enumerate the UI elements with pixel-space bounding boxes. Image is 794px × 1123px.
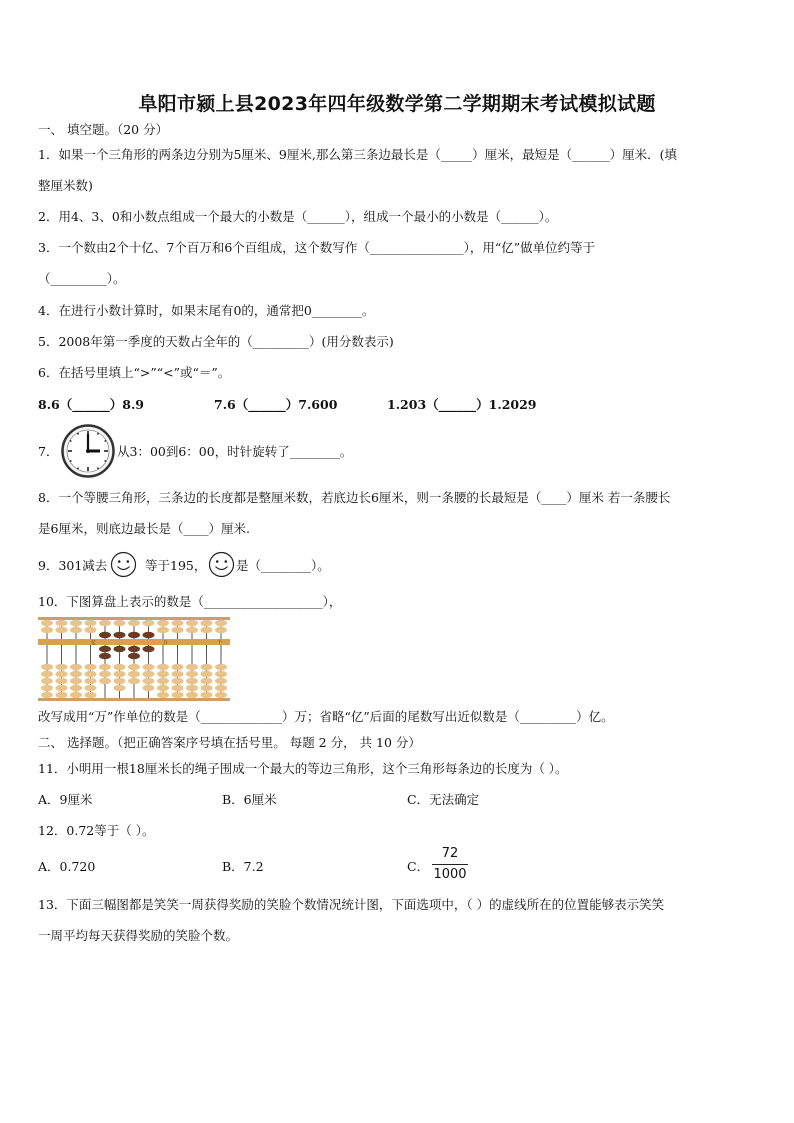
abacus-bead (41, 620, 53, 626)
abacus-bead (99, 653, 111, 659)
abacus-bead (186, 685, 198, 691)
abacus-bead (85, 627, 97, 633)
abacus-bead (143, 646, 155, 652)
q12-option-a: A．0.720 (38, 859, 96, 874)
abacus-bead (201, 685, 213, 691)
abacus-bead (128, 678, 140, 684)
abacus-bead (99, 664, 111, 670)
smiley-face-icon (208, 551, 235, 578)
fraction-denominator: 1000 (433, 867, 467, 882)
section-2-heading: 二、 选择题。（把正确答案序号填在括号里。 每题 2 分， 共 10 分） (38, 735, 421, 750)
abacus-bead (56, 627, 68, 633)
q11-option-b: B．6厘米 (222, 792, 277, 807)
abacus-bead (56, 664, 68, 670)
abacus-bead (215, 664, 227, 670)
question-7-text: 从3：00到6：00，时针旋转了________。 (117, 444, 353, 459)
abacus-bead (201, 671, 213, 677)
abacus-bead (114, 620, 126, 626)
abacus-bead (143, 671, 155, 677)
abacus-bead (157, 627, 169, 633)
abacus-bead (128, 664, 140, 670)
question-11: 11．小明用一根18厘米长的绳子围成一个最大的等边三角形，这个三角形每条边的长度为（ ）。 (38, 761, 568, 776)
abacus-bead (114, 646, 126, 652)
abacus-bead (186, 627, 198, 633)
abacus-bead (186, 664, 198, 670)
abacus-bead (215, 671, 227, 677)
abacus-bead (41, 671, 53, 677)
abacus-bead (215, 685, 227, 691)
page-title: 阜阳市颍上县2023年四年级数学第二学期期末考试模拟试题 (138, 93, 656, 115)
abacus-bead (99, 632, 111, 638)
q12-option-c: C． (407, 859, 430, 874)
question-9-part-2: 等于195， (145, 558, 207, 573)
abacus-bead (172, 671, 184, 677)
abacus-bead (172, 627, 184, 633)
abacus-bead (186, 692, 198, 698)
abacus-bead (70, 692, 82, 698)
abacus-bead (215, 692, 227, 698)
question-13-line-1: 13．下面三幅图都是笑笑一周获得奖励的笑脸个数情况统计图，下面选项中，（ ）的虚线所在的位置能够表示笑笑 (38, 897, 665, 912)
abacus-label-wan: 万 (163, 640, 169, 646)
abacus-bead (56, 685, 68, 691)
abacus-bead (201, 627, 213, 633)
compare-item-2: 7.6（______）7.600 (214, 397, 338, 412)
abacus-bead (70, 664, 82, 670)
abacus-bead (99, 646, 111, 652)
abacus-bead (201, 692, 213, 698)
abacus-bead (143, 620, 155, 626)
abacus-bead (186, 671, 198, 677)
abacus-bead (41, 685, 53, 691)
abacus-bead (172, 692, 184, 698)
abacus-bead (70, 620, 82, 626)
abacus-bead (114, 678, 126, 684)
abacus-bead (143, 664, 155, 670)
question-1-line-2: 整厘米数) (38, 178, 93, 193)
abacus-bead (41, 692, 53, 698)
abacus-bead (201, 620, 213, 626)
abacus-bead (143, 632, 155, 638)
abacus-bead (172, 685, 184, 691)
abacus-bead (56, 671, 68, 677)
smiley-face-icon (110, 551, 137, 578)
question-3-line-1: 3．一个数由2个十亿、7个百万和6个百组成，这个数写作（_______________），用“亿”做单位约等于 (38, 240, 596, 255)
abacus-bead (215, 627, 227, 633)
abacus-bead (114, 632, 126, 638)
question-10: 10．下图算盘上表示的数是（___________________）， (38, 594, 342, 609)
abacus-bead (143, 678, 155, 684)
abacus-bead (128, 632, 140, 638)
abacus-bead (70, 671, 82, 677)
abacus-bead (56, 692, 68, 698)
question-13-line-2: 一周平均每天获得奖励的笑脸个数。 (38, 928, 239, 943)
q12-fraction (430, 846, 470, 883)
abacus-bead (201, 664, 213, 670)
abacus-bead (215, 620, 227, 626)
question-3-line-2: （_________）。 (38, 271, 126, 286)
question-8-line-1: 8．一个等腰三角形，三条边的长度都是整厘米数，若底边长6厘米，则一条腰的长最短是（____）厘米 若一条腰长 (38, 490, 671, 505)
abacus-bead (172, 664, 184, 670)
abacus-bead (99, 678, 111, 684)
abacus-bead (186, 678, 198, 684)
abacus-bead (85, 664, 97, 670)
compare-item-3: 1.203（______）1.2029 (387, 397, 537, 412)
abacus-bead (85, 685, 97, 691)
compare-item-1: 8.6（______）8.9 (38, 397, 144, 412)
question-5: 5．2008年第一季度的天数占全年的（_________）(用分数表示) (38, 334, 394, 349)
abacus-image (38, 617, 230, 701)
abacus-bead (186, 620, 198, 626)
clock-icon (61, 424, 115, 478)
fraction-bar (432, 864, 468, 865)
abacus-bead (157, 620, 169, 626)
abacus-bead (172, 678, 184, 684)
abacus-label-ge: 个 (217, 640, 223, 646)
abacus-bead (85, 692, 97, 698)
abacus-bead (172, 620, 184, 626)
abacus-bead (128, 620, 140, 626)
abacus-bead (143, 685, 155, 691)
abacus-bead (157, 664, 169, 670)
abacus-bead (56, 678, 68, 684)
question-10-rewrite: 改写成用“万”作单位的数是（_____________）万；省略“亿”后面的尾数写出近似数是（_________）亿。 (38, 709, 614, 724)
abacus-bead (114, 685, 126, 691)
fraction-numerator: 72 (441, 846, 459, 861)
abacus-bead (114, 664, 126, 670)
abacus-bead (56, 620, 68, 626)
abacus-bead (41, 678, 53, 684)
abacus-bead (85, 671, 97, 677)
abacus-bead (201, 678, 213, 684)
abacus-bead (157, 678, 169, 684)
abacus-bead (128, 671, 140, 677)
question-2: 2．用4、3、0和小数点组成一个最大的小数是（______），组成一个最小的小数是（______）。 (38, 209, 558, 224)
question-7-number: 7． (38, 444, 59, 459)
abacus-bead (128, 646, 140, 652)
abacus-bead (41, 664, 53, 670)
abacus-bead (70, 678, 82, 684)
abacus-bead (114, 671, 126, 677)
q11-option-c: C．无法确定 (407, 792, 480, 807)
abacus-bead (157, 692, 169, 698)
abacus-bead (85, 620, 97, 626)
abacus-bead (85, 678, 97, 684)
abacus-bead (215, 678, 227, 684)
abacus-bead (128, 653, 140, 659)
abacus-bead (157, 685, 169, 691)
abacus-bead (157, 671, 169, 677)
abacus-bead (99, 620, 111, 626)
question-8-line-2: 是6厘米，则底边最长是（____）厘米. (38, 521, 250, 536)
abacus-bead (41, 627, 53, 633)
section-1-heading: 一、 填空题。（20 分） (38, 122, 169, 137)
question-12: 12．0.72等于（ ）。 (38, 823, 155, 838)
abacus-bead (99, 671, 111, 677)
q11-option-a: A．9厘米 (38, 792, 93, 807)
abacus-bead (70, 685, 82, 691)
q12-option-b: B．7.2 (222, 859, 264, 874)
question-9-part-3: 是（________）。 (236, 558, 330, 573)
question-6: 6．在括号里填上“>”“<”或“＝”。 (38, 365, 231, 380)
question-9-part-1: 9．301减去 (38, 558, 108, 573)
question-4: 4．在进行小数计算时，如果末尾有0的，通常把0________。 (38, 303, 375, 318)
abacus-label-yi: 亿 (91, 640, 97, 646)
question-1-line-1: 1．如果一个三角形的两条边分别为5厘米、9厘米,那么第三条边最长是（_____）厘米，最短是（______）厘米．(填 (38, 147, 677, 162)
abacus-bead (70, 627, 82, 633)
